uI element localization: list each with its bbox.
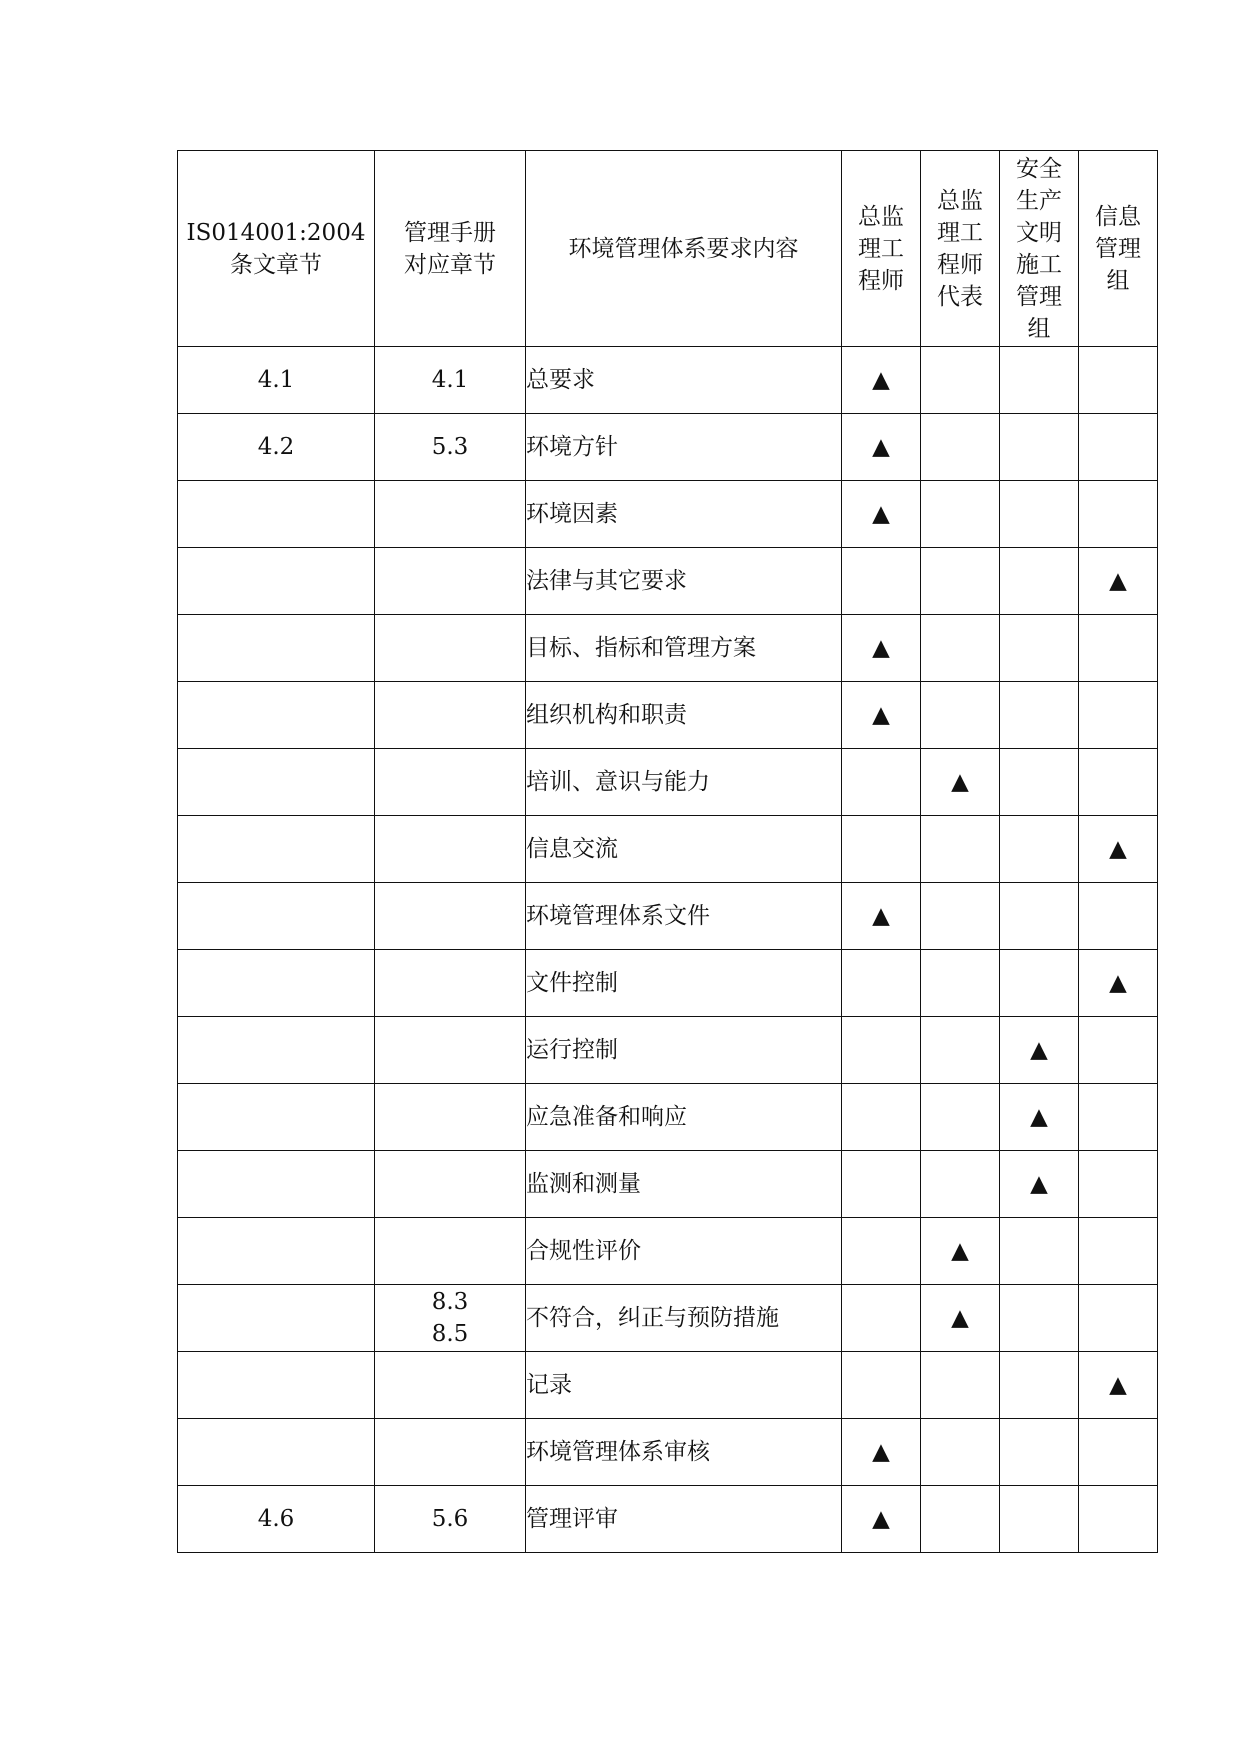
manual-section-cell [375,414,526,481]
header-line: 施工 [1016,251,1062,278]
requirement-cell: 培训、意识与能力 [526,749,842,816]
manual-section-cell [375,548,526,615]
responsibility-mark-cell: ▲ [1000,1017,1079,1084]
iso-clause-cell: 4.1 [178,347,375,414]
responsibility-mark-cell [1000,548,1079,615]
manual-section-value: 8.3 [431,1289,469,1315]
iso-clause-cell [178,1084,375,1151]
header-requirement: 环境管理体系要求内容 [526,151,842,347]
requirement-cell: 总要求 [526,347,842,414]
table-row [178,481,1158,548]
responsibility-mark-cell: ▲ [921,1218,1000,1285]
responsibility-mark-cell: ▲ [921,749,1000,816]
responsibility-mark-cell [921,1486,1000,1553]
iso-clause-cell [178,816,375,883]
responsibility-mark-cell [1079,1486,1158,1553]
responsibility-mark-cell [921,950,1000,1017]
responsibility-mark-cell [921,1419,1000,1486]
table-row [178,1352,1158,1419]
requirement-cell: 管理评审 [526,1486,842,1553]
responsibility-mark-cell [1079,1084,1158,1151]
header-line: 程师 [937,251,983,278]
iso-clause-cell [178,950,375,1017]
header-role-safety-group [1000,151,1079,347]
responsibility-mark-cell: ▲ [1079,816,1158,883]
responsibility-mark-cell [842,950,921,1017]
responsibility-mark-cell [1079,1419,1158,1486]
responsibility-mark-cell: ▲ [842,1419,921,1486]
manual-section-cell [375,1486,526,1553]
responsibility-mark-cell [842,1151,921,1218]
table-row [178,749,1158,816]
iso-clause-cell [178,749,375,816]
header-role-chief-engineer [842,151,921,347]
header-row [178,151,1158,347]
responsibility-mark-cell [921,883,1000,950]
responsibility-mark-cell [1079,682,1158,749]
table-row [178,548,1158,615]
requirement-cell: 环境管理体系文件 [526,883,842,950]
iso-clause-cell [178,1285,375,1352]
responsibility-matrix-table [177,150,1158,1553]
responsibility-mark-cell [921,1017,1000,1084]
table-row [178,1486,1158,1553]
responsibility-mark-cell [842,548,921,615]
iso-clause-cell [178,1352,375,1419]
responsibility-mark-cell: ▲ [842,615,921,682]
header-line: 安全 [1016,155,1062,182]
responsibility-mark-cell [842,816,921,883]
responsibility-mark-cell [1000,816,1079,883]
header-line: 管理 [1095,235,1141,262]
iso-clause-cell [178,1017,375,1084]
responsibility-mark-cell: ▲ [1000,1084,1079,1151]
responsibility-mark-cell: ▲ [921,1285,1000,1352]
responsibility-mark-cell [921,1352,1000,1419]
responsibility-mark-cell [1000,481,1079,548]
header-line: IS014001:2004 [186,219,366,246]
responsibility-mark-cell [921,1084,1000,1151]
responsibility-mark-cell [842,1285,921,1352]
iso-clause-cell [178,548,375,615]
iso-clause-cell [178,883,375,950]
responsibility-mark-cell [842,1352,921,1419]
table-row [178,414,1158,481]
responsibility-mark-cell [1079,414,1158,481]
header-line: 理工 [937,219,983,246]
manual-section-cell [375,1419,526,1486]
table-row [178,883,1158,950]
requirement-cell: 合规性评价 [526,1218,842,1285]
responsibility-mark-cell [921,615,1000,682]
requirement-cell: 环境因素 [526,481,842,548]
matrix-body [178,347,1158,1553]
requirement-cell: 环境管理体系审核 [526,1419,842,1486]
iso-clause-cell: 4.2 [178,414,375,481]
header-line: 总监 [937,187,983,214]
manual-section-cell [375,615,526,682]
manual-section-cell [375,682,526,749]
responsibility-mark-cell [1000,1419,1079,1486]
responsibility-mark-cell [1079,347,1158,414]
requirement-cell: 应急准备和响应 [526,1084,842,1151]
table-row [178,682,1158,749]
responsibility-mark-cell [1000,1352,1079,1419]
responsibility-mark-cell: ▲ [842,347,921,414]
requirement-cell: 组织机构和职责 [526,682,842,749]
manual-section-value: 5.6 [431,1506,469,1532]
responsibility-mark-cell [1000,347,1079,414]
responsibility-mark-cell [1079,1151,1158,1218]
responsibility-mark-cell [1000,682,1079,749]
table-row [178,1218,1158,1285]
manual-section-cell [375,950,526,1017]
iso-clause-cell [178,682,375,749]
table-row [178,1285,1158,1352]
responsibility-mark-cell [1000,1285,1079,1352]
responsibility-mark-cell [842,1084,921,1151]
requirement-cell: 记录 [526,1352,842,1419]
header-iso-clause [178,151,375,347]
iso-clause-cell [178,1218,375,1285]
manual-section-cell [375,1352,526,1419]
iso-clause-cell [178,1151,375,1218]
header-line: 代表 [937,283,983,310]
table-row [178,1084,1158,1151]
requirement-cell: 不符合，纠正与预防措施 [526,1285,842,1352]
requirement-cell: 运行控制 [526,1017,842,1084]
responsibility-mark-cell [921,682,1000,749]
header-manual-section [375,151,526,347]
responsibility-mark-cell [1000,1486,1079,1553]
header-line: 信息 [1095,203,1141,230]
table-row [178,816,1158,883]
header-role-chief-engineer-representative [921,151,1000,347]
responsibility-mark-cell: ▲ [842,414,921,481]
header-role-information-group [1079,151,1158,347]
header-line: 总监 [858,203,904,230]
responsibility-mark-cell: ▲ [1079,548,1158,615]
manual-section-cell [375,481,526,548]
manual-section-cell [375,1218,526,1285]
responsibility-mark-cell [1000,414,1079,481]
requirement-cell: 环境方针 [526,414,842,481]
requirement-cell: 法律与其它要求 [526,548,842,615]
responsibility-mark-cell [1000,1218,1079,1285]
responsibility-mark-cell [1000,749,1079,816]
iso-clause-cell [178,1419,375,1486]
manual-section-value: 5.3 [431,434,469,460]
header-line: 对应章节 [404,251,496,278]
responsibility-mark-cell: ▲ [842,883,921,950]
responsibility-mark-cell [1000,950,1079,1017]
responsibility-mark-cell [1079,1017,1158,1084]
requirement-cell: 信息交流 [526,816,842,883]
manual-section-cell [375,749,526,816]
table-row [178,1151,1158,1218]
responsibility-mark-cell: ▲ [1000,1151,1079,1218]
iso-clause-cell [178,615,375,682]
iso-clause-cell: 4.6 [178,1486,375,1553]
header-line: 管理 [1016,283,1062,310]
manual-section-cell [375,1151,526,1218]
manual-section-cell [375,883,526,950]
header-line: 组 [1106,267,1130,294]
responsibility-mark-cell [1079,615,1158,682]
responsibility-mark-cell: ▲ [842,481,921,548]
responsibility-mark-cell [921,816,1000,883]
responsibility-mark-cell: ▲ [842,1486,921,1553]
manual-section-cell [375,1084,526,1151]
header-line: 生产 [1016,187,1062,214]
manual-section-cell [375,1017,526,1084]
header-line: 条文章节 [230,251,322,278]
responsibility-mark-cell [1079,883,1158,950]
responsibility-mark-cell [1000,615,1079,682]
requirement-cell: 目标、指标和管理方案 [526,615,842,682]
responsibility-mark-cell [1079,749,1158,816]
header-line: 管理手册 [404,219,496,246]
responsibility-mark-cell [1079,481,1158,548]
table-row [178,1419,1158,1486]
table-row [178,615,1158,682]
header-line: 理工 [858,235,904,262]
table-row [178,950,1158,1017]
requirement-cell: 文件控制 [526,950,842,1017]
manual-section-value: 8.5 [431,1321,469,1347]
responsibility-mark-cell: ▲ [1079,950,1158,1017]
responsibility-mark-cell [921,347,1000,414]
responsibility-mark-cell [842,749,921,816]
responsibility-mark-cell [1079,1218,1158,1285]
responsibility-mark-cell: ▲ [842,682,921,749]
responsibility-mark-cell [842,1218,921,1285]
header-line: 程师 [858,267,904,294]
manual-section-cell [375,816,526,883]
manual-section-cell [375,1285,526,1352]
responsibility-mark-cell [921,1151,1000,1218]
table-row [178,1017,1158,1084]
requirement-cell: 监测和测量 [526,1151,842,1218]
responsibility-mark-cell [921,414,1000,481]
responsibility-mark-cell [1079,1285,1158,1352]
responsibility-mark-cell [921,481,1000,548]
responsibility-mark-cell [921,548,1000,615]
header-line: 组 [1027,315,1051,342]
header-line: 文明 [1016,219,1062,246]
responsibility-mark-cell [842,1017,921,1084]
table-row [178,347,1158,414]
manual-section-cell [375,347,526,414]
responsibility-mark-cell: ▲ [1079,1352,1158,1419]
manual-section-value: 4.1 [431,367,469,393]
responsibility-mark-cell [1000,883,1079,950]
iso-clause-cell [178,481,375,548]
